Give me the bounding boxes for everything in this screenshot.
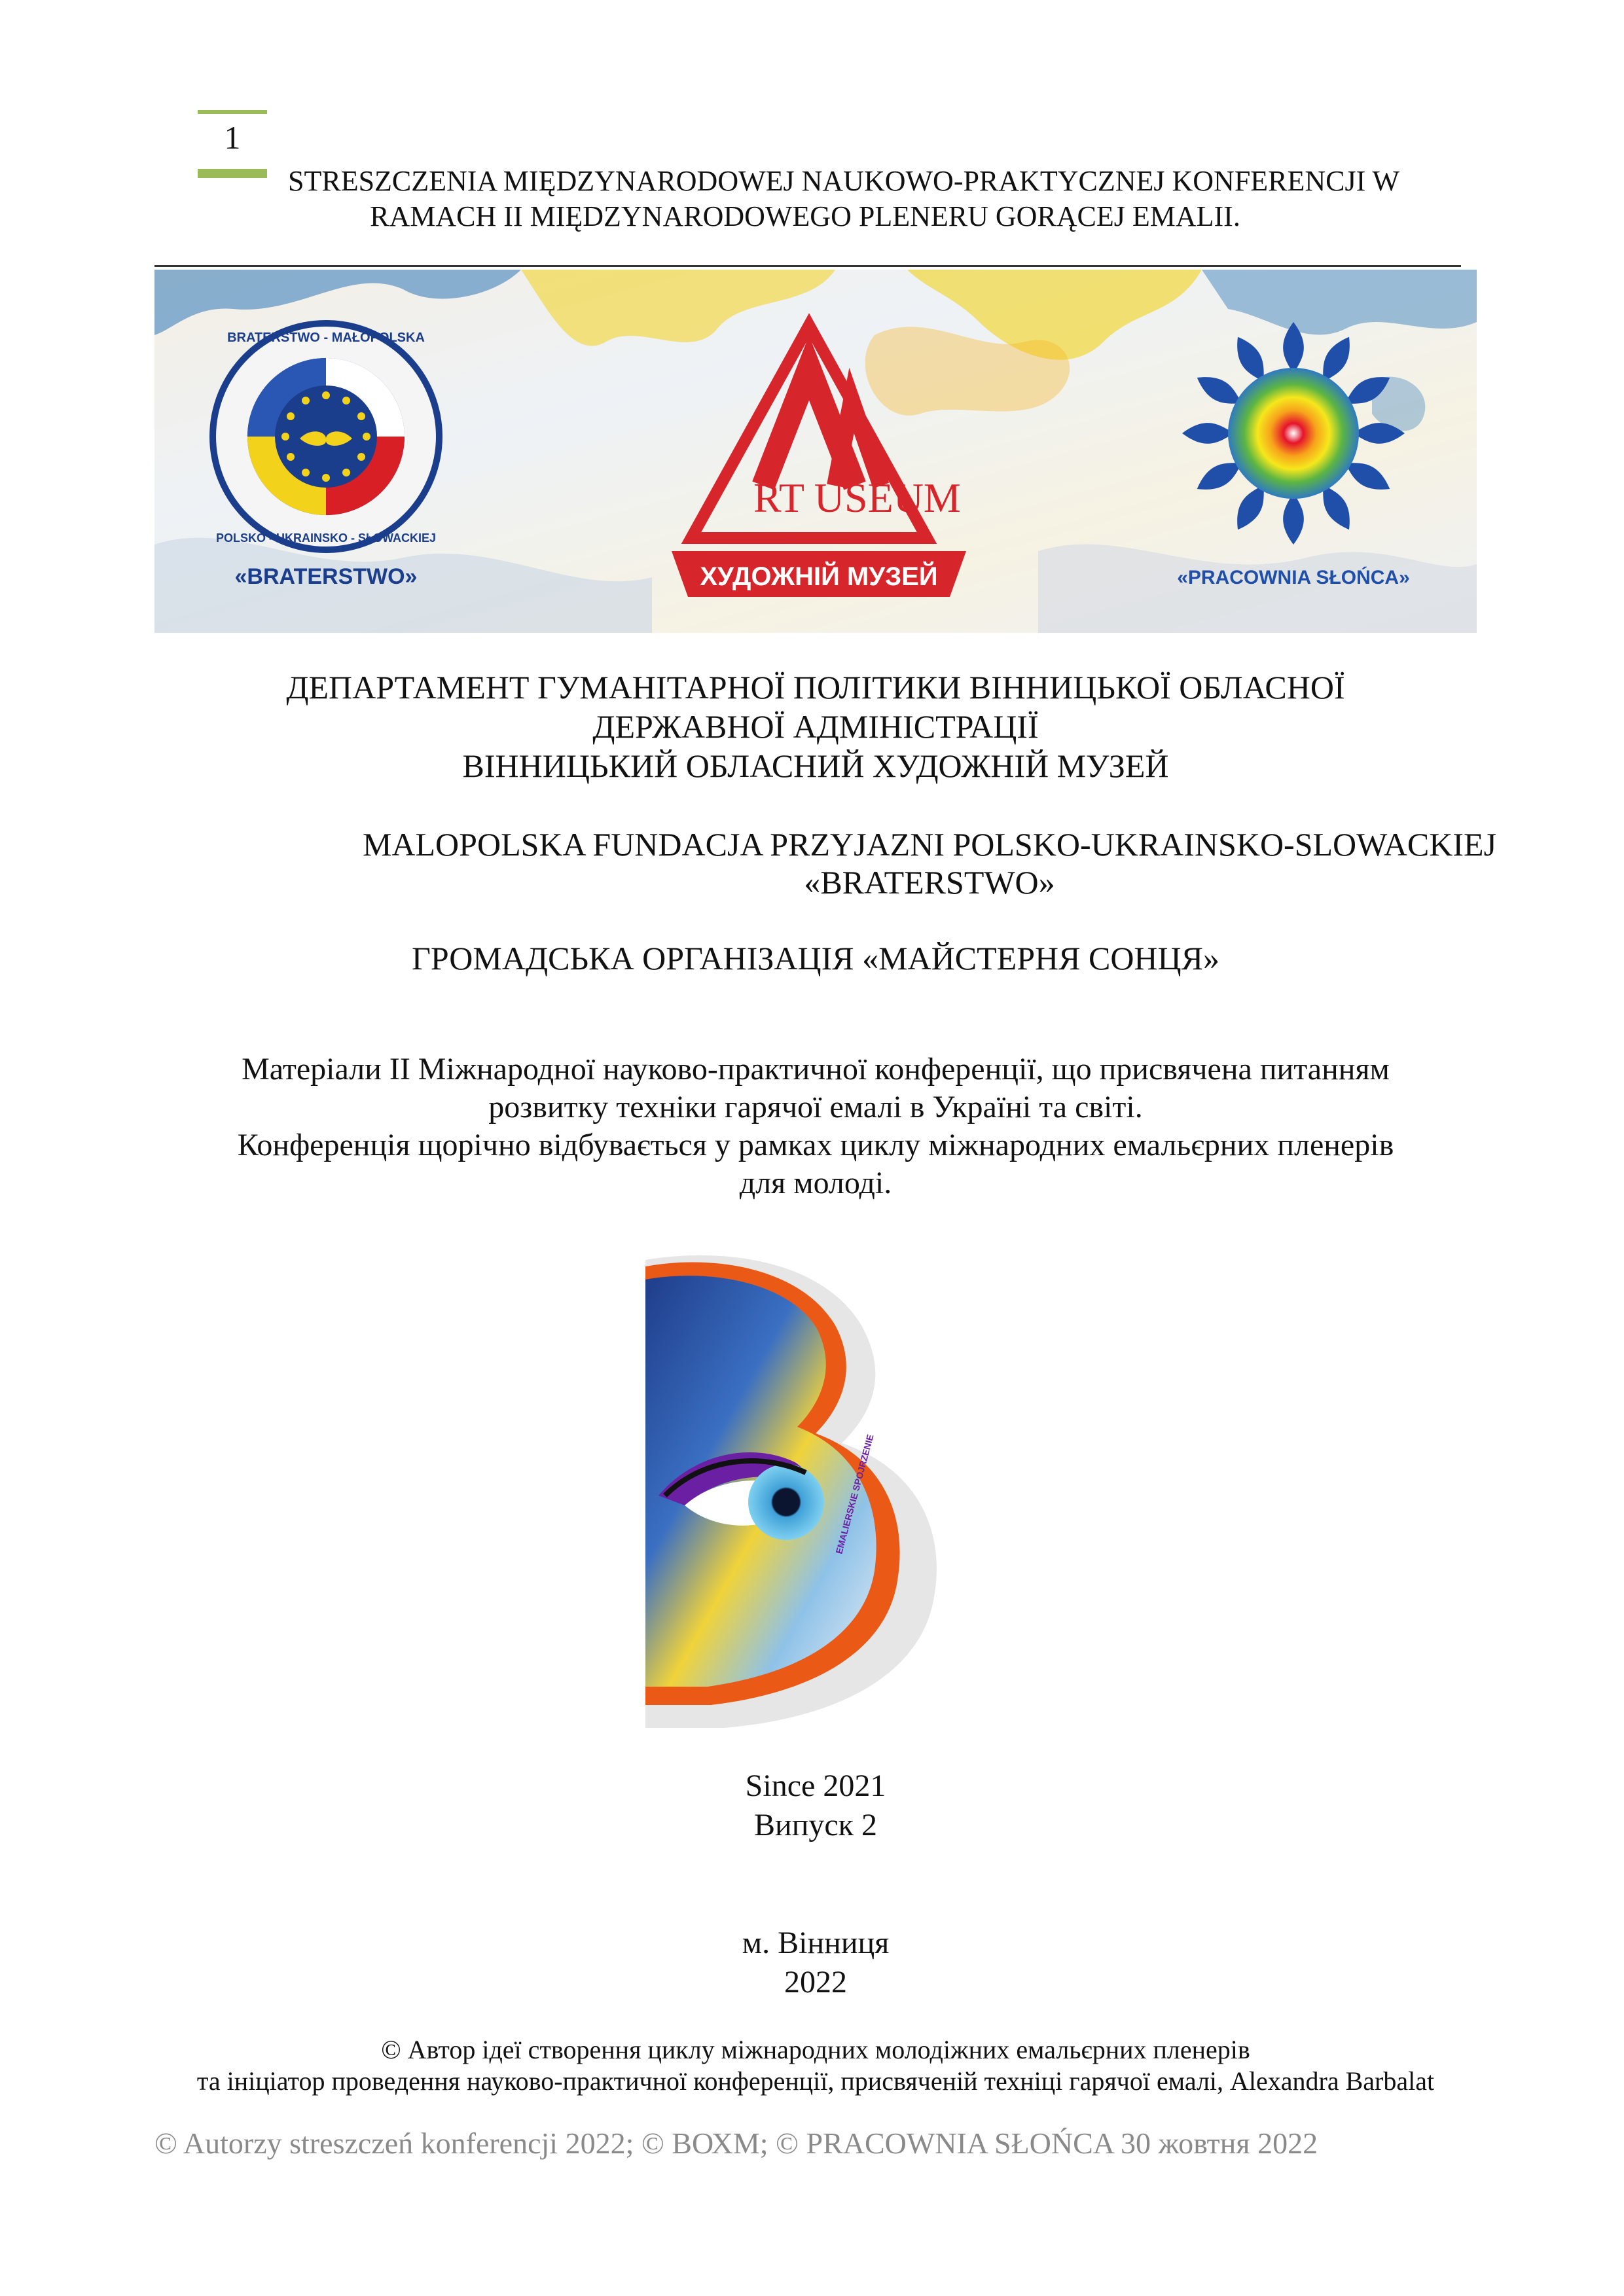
publication-city: м. Вінниця xyxy=(742,1926,890,1960)
fundacja-line-1: MALOPOLSKA FUNDACJA PRZYJAZNI POLSKO-UKRAINSKO-SLOWACKIEJ xyxy=(362,826,1497,863)
fundacja-line-2: «BRATERSTWO» xyxy=(804,864,1055,901)
footer-copyright: © Autorzy streszczeń konferencji 2022; © ВОХМ; © PRACOWNIA SŁOŃCA 30 жовтня 2022 xyxy=(154,2126,1318,2160)
dept-line-1: ДЕПАРТАМЕНТ ГУМАНІТАРНОЇ ПОЛІТИКИ ВІННИЦЬКОЇ ОБЛАСНОЇ xyxy=(286,669,1345,706)
description-line-3: Конференція щорічно відбувається у рамках циклу міжнародних емальєрних пленерів xyxy=(237,1128,1394,1162)
dept-line-2: ДЕРЖАВНОЇ АДМІНІСТРАЦІЇ xyxy=(592,708,1039,745)
emblem-ring-text: EMALIERSKIE SPOJRZENIE xyxy=(833,1433,876,1555)
author-note-line-2: та ініціатор проведення науково-практичної конференції, присвяченій техніці гарячої емалі, Alexandra Barbalat xyxy=(196,2066,1435,2096)
museum-name: ВІННИЦЬКИЙ ОБЛАСНИЙ ХУДОЖНІЙ МУЗЕЙ xyxy=(462,747,1169,784)
page-number-bar-top xyxy=(198,110,267,114)
enamel-eye-emblem xyxy=(645,1247,973,1728)
publication-year: 2022 xyxy=(784,1965,847,2000)
description-line-2: розвитку техніки гарячої емалі в Україні та світі. xyxy=(488,1090,1143,1124)
since-year: Since 2021 xyxy=(745,1768,886,1803)
logo-banner xyxy=(154,270,1477,633)
description-line-4: для молоді. xyxy=(739,1166,892,1200)
running-header-line2: RAMACH II MIĘDZYNARODOWEGO PLENERU GORĄCEJ EMALII. xyxy=(370,200,1240,232)
svg-text:POLSKO - UKRAINSKO - SŁOWACKIE: POLSKO - UKRAINSKO - SŁOWACKIEJ xyxy=(215,531,437,545)
pracownia-caption: «PRACOWNIA SŁOŃCA» xyxy=(1177,567,1410,588)
ngo-name: ГРОМАДСЬКА ОРГАНІЗАЦІЯ «МАЙСТЕРНЯ СОНЦЯ» xyxy=(411,940,1220,977)
author-note-line-1: © Автор ідеї створення циклу міжнародних молодіжних емальєрних пленерів xyxy=(381,2035,1250,2064)
svg-text:BRATERSTWO - MAŁOPOLSKA: BRATERSTWO - MAŁOPOLSKA xyxy=(227,331,425,345)
running-header-line1: STRESZCZENIA MIĘDZYNARODOWEJ NAUKOWO-PRAKTYCZNEJ KONFERENCJI W xyxy=(288,165,1400,197)
braterstwo-caption: «BRATERSTWO» xyxy=(234,564,418,589)
description-line-1: Матеріали II Міжнародної науково-практичної конференції, що присвячена питанням xyxy=(242,1052,1390,1086)
page-number-bar-bottom xyxy=(198,169,267,178)
header-divider xyxy=(154,265,1461,267)
art-museum-small-text: RT USEUM xyxy=(753,475,961,521)
page-number: 1 xyxy=(224,119,241,156)
issue-number: Випуск 2 xyxy=(753,1808,877,1842)
art-museum-caption: ХУДОЖНІЙ МУЗЕЙ xyxy=(700,562,938,591)
